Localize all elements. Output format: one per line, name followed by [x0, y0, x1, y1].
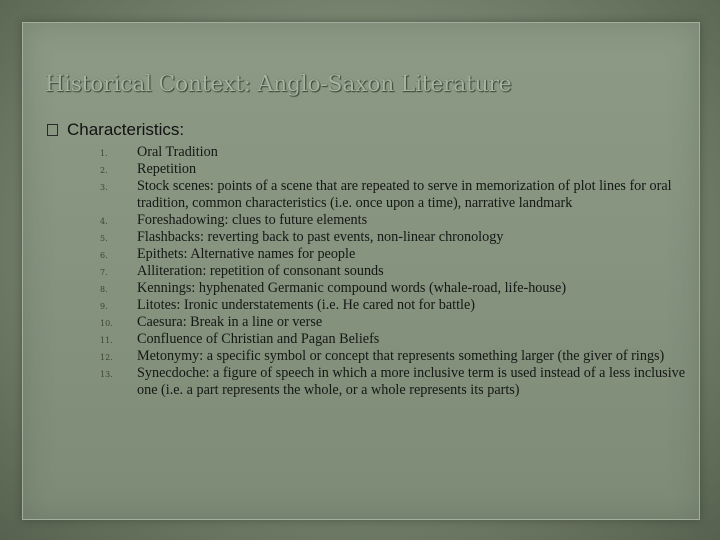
item-text: Synecdoche: a figure of speech in which a more inclusive term is used instead of a less inclusive one (i.e. a part represents the whole, or a whole represents its parts)	[137, 365, 686, 398]
item-text: Kennings: hyphenated Germanic compound words (whale-road, life-house)	[137, 280, 567, 296]
list-item	[100, 314, 690, 331]
item-text: Flashbacks: reverting back to past events, non-linear chronology	[137, 229, 504, 245]
list-item	[100, 263, 690, 280]
section-heading-label: Characteristics:	[67, 120, 185, 139]
item-number: 1.	[100, 149, 108, 158]
item-text: Repetition	[137, 161, 197, 177]
characteristics-list	[100, 144, 690, 399]
slide-title: Historical Context: Anglo-Saxon Literature	[45, 72, 512, 97]
square-bullet-icon	[47, 124, 58, 136]
item-number: 6.	[100, 251, 108, 260]
item-number: 2.	[100, 166, 108, 175]
item-text: Litotes: Ironic understatements (i.e. He cared not for battle)	[137, 297, 476, 313]
section-heading	[47, 120, 184, 140]
item-text: Caesura: Break in a line or verse	[137, 314, 323, 330]
list-item	[100, 161, 690, 178]
item-text: Metonymy: a specific symbol or concept that represents something larger (the giver of rings)	[137, 348, 665, 364]
item-number: 3.	[100, 183, 108, 192]
item-number: 11.	[100, 336, 113, 345]
item-number: 8.	[100, 285, 108, 294]
item-number: 4.	[100, 217, 108, 226]
item-number: 13.	[100, 370, 113, 379]
item-text: Alliteration: repetition of consonant sounds	[137, 263, 384, 279]
list-item	[100, 178, 690, 212]
list-item	[100, 331, 690, 348]
list-item	[100, 297, 690, 314]
item-number: 10.	[100, 319, 113, 328]
list-item	[100, 212, 690, 229]
list-item	[100, 246, 690, 263]
list-item	[100, 348, 690, 365]
list-item	[100, 229, 690, 246]
item-number: 12.	[100, 353, 113, 362]
list-item	[100, 365, 690, 399]
item-text: Foreshadowing: clues to future elements	[137, 212, 368, 228]
item-text: Oral Tradition	[137, 144, 218, 160]
item-number: 7.	[100, 268, 108, 277]
list-item	[100, 280, 690, 297]
list-item	[100, 144, 690, 161]
item-text: Confluence of Christian and Pagan Beliefs	[137, 331, 380, 347]
item-text: Stock scenes: points of a scene that are repeated to serve in memorization of plot lines for oral tradition, common characteristics (i.e. once upon a time), narrative landmark	[137, 178, 672, 211]
item-number: 5.	[100, 234, 108, 243]
item-text: Epithets: Alternative names for people	[137, 246, 356, 262]
item-number: 9.	[100, 302, 108, 311]
